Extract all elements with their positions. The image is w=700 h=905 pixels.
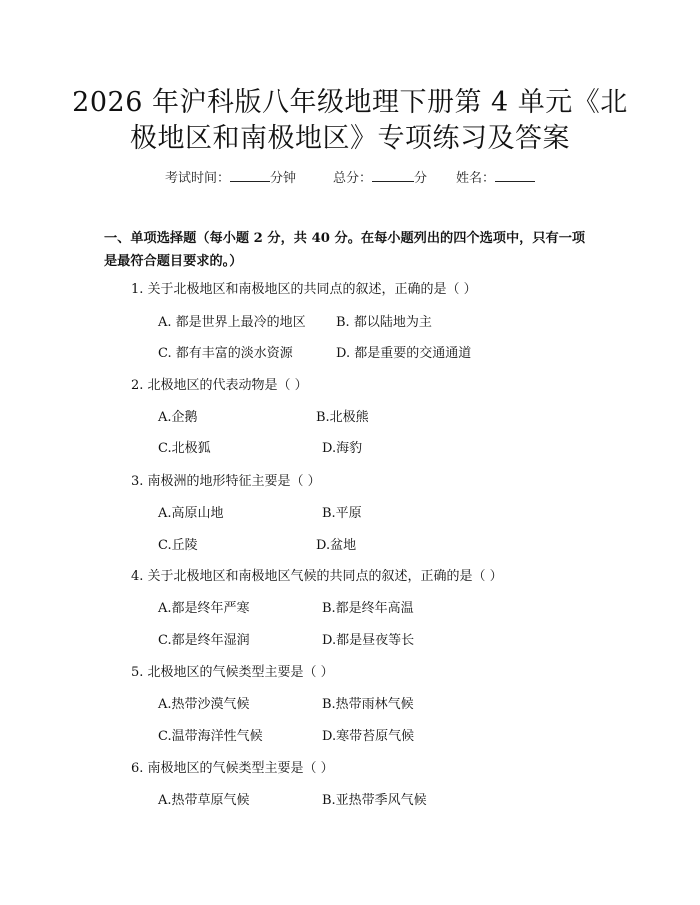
exam-time <box>165 168 296 188</box>
question-stem: 1. 关于北极地区和南极地区的共同点的叙述，正确的是（ ） <box>131 282 477 297</box>
option-a[interactable]: A.高原山地 <box>158 506 224 521</box>
exam-score <box>333 168 427 188</box>
time-unit: 分钟 <box>270 171 297 186</box>
question-stem: 2. 北极地区的代表动物是（ ） <box>131 378 308 393</box>
section-heading-line-1: 一、单项选择题（每小题 2 分，共 40 分。在每小题列出的四个选项中，只有一项 <box>104 231 586 246</box>
option-c[interactable]: C.北极狐 <box>158 441 211 456</box>
score-label: 总分： <box>333 171 373 186</box>
time-label: 考试时间： <box>165 171 231 186</box>
option-c[interactable]: C.丘陵 <box>158 538 198 553</box>
option-b[interactable]: B.都是终年高温 <box>322 601 414 616</box>
exam-name <box>456 168 535 188</box>
option-c[interactable]: C. 都有丰富的淡水资源 <box>158 346 293 361</box>
option-a[interactable]: A.都是终年严寒 <box>158 601 250 616</box>
option-b[interactable]: B.热带雨林气候 <box>322 697 414 712</box>
page-title-line-2: 极地区和南极地区》专项练习及答案 <box>130 123 570 154</box>
name-label: 姓名： <box>456 171 496 186</box>
question-stem: 6. 南极地区的气候类型主要是（ ） <box>131 761 334 776</box>
option-b[interactable]: B.平原 <box>322 506 362 521</box>
section-heading-line-2: 是最符合题目要求的。） <box>104 254 243 269</box>
question-stem: 3. 南极洲的地形特征主要是（ ） <box>131 474 321 489</box>
score-unit: 分 <box>414 171 428 186</box>
option-b[interactable]: B.北极熊 <box>316 410 369 425</box>
question-stem: 5. 北极地区的气候类型主要是（ ） <box>131 665 334 680</box>
option-d[interactable]: D.寒带苔原气候 <box>322 729 415 744</box>
option-d[interactable]: D. 都是重要的交通通道 <box>336 346 472 361</box>
option-a[interactable]: A.热带草原气候 <box>158 793 250 808</box>
page-title-line-1: 2026 年沪科版八年级地理下册第 4 单元《北 <box>72 87 628 118</box>
option-a[interactable]: A. 都是世界上最冷的地区 <box>158 315 306 330</box>
option-b[interactable]: B. 都以陆地为主 <box>336 315 432 330</box>
option-a[interactable]: A.企鹅 <box>158 410 198 425</box>
time-blank[interactable] <box>230 168 270 182</box>
option-d[interactable]: D.都是昼夜等长 <box>322 633 415 648</box>
option-b[interactable]: B.亚热带季风气候 <box>322 793 427 808</box>
option-c[interactable]: C.温带海洋性气候 <box>158 729 263 744</box>
score-blank[interactable] <box>372 168 414 182</box>
option-d[interactable]: D.盆地 <box>316 538 357 553</box>
option-a[interactable]: A.热带沙漠气候 <box>158 697 250 712</box>
name-blank[interactable] <box>495 168 535 182</box>
option-c[interactable]: C.都是终年湿润 <box>158 633 250 648</box>
option-d[interactable]: D.海豹 <box>322 441 363 456</box>
question-stem: 4. 关于北极地区和南极地区气候的共同点的叙述，正确的是（ ） <box>131 569 503 584</box>
